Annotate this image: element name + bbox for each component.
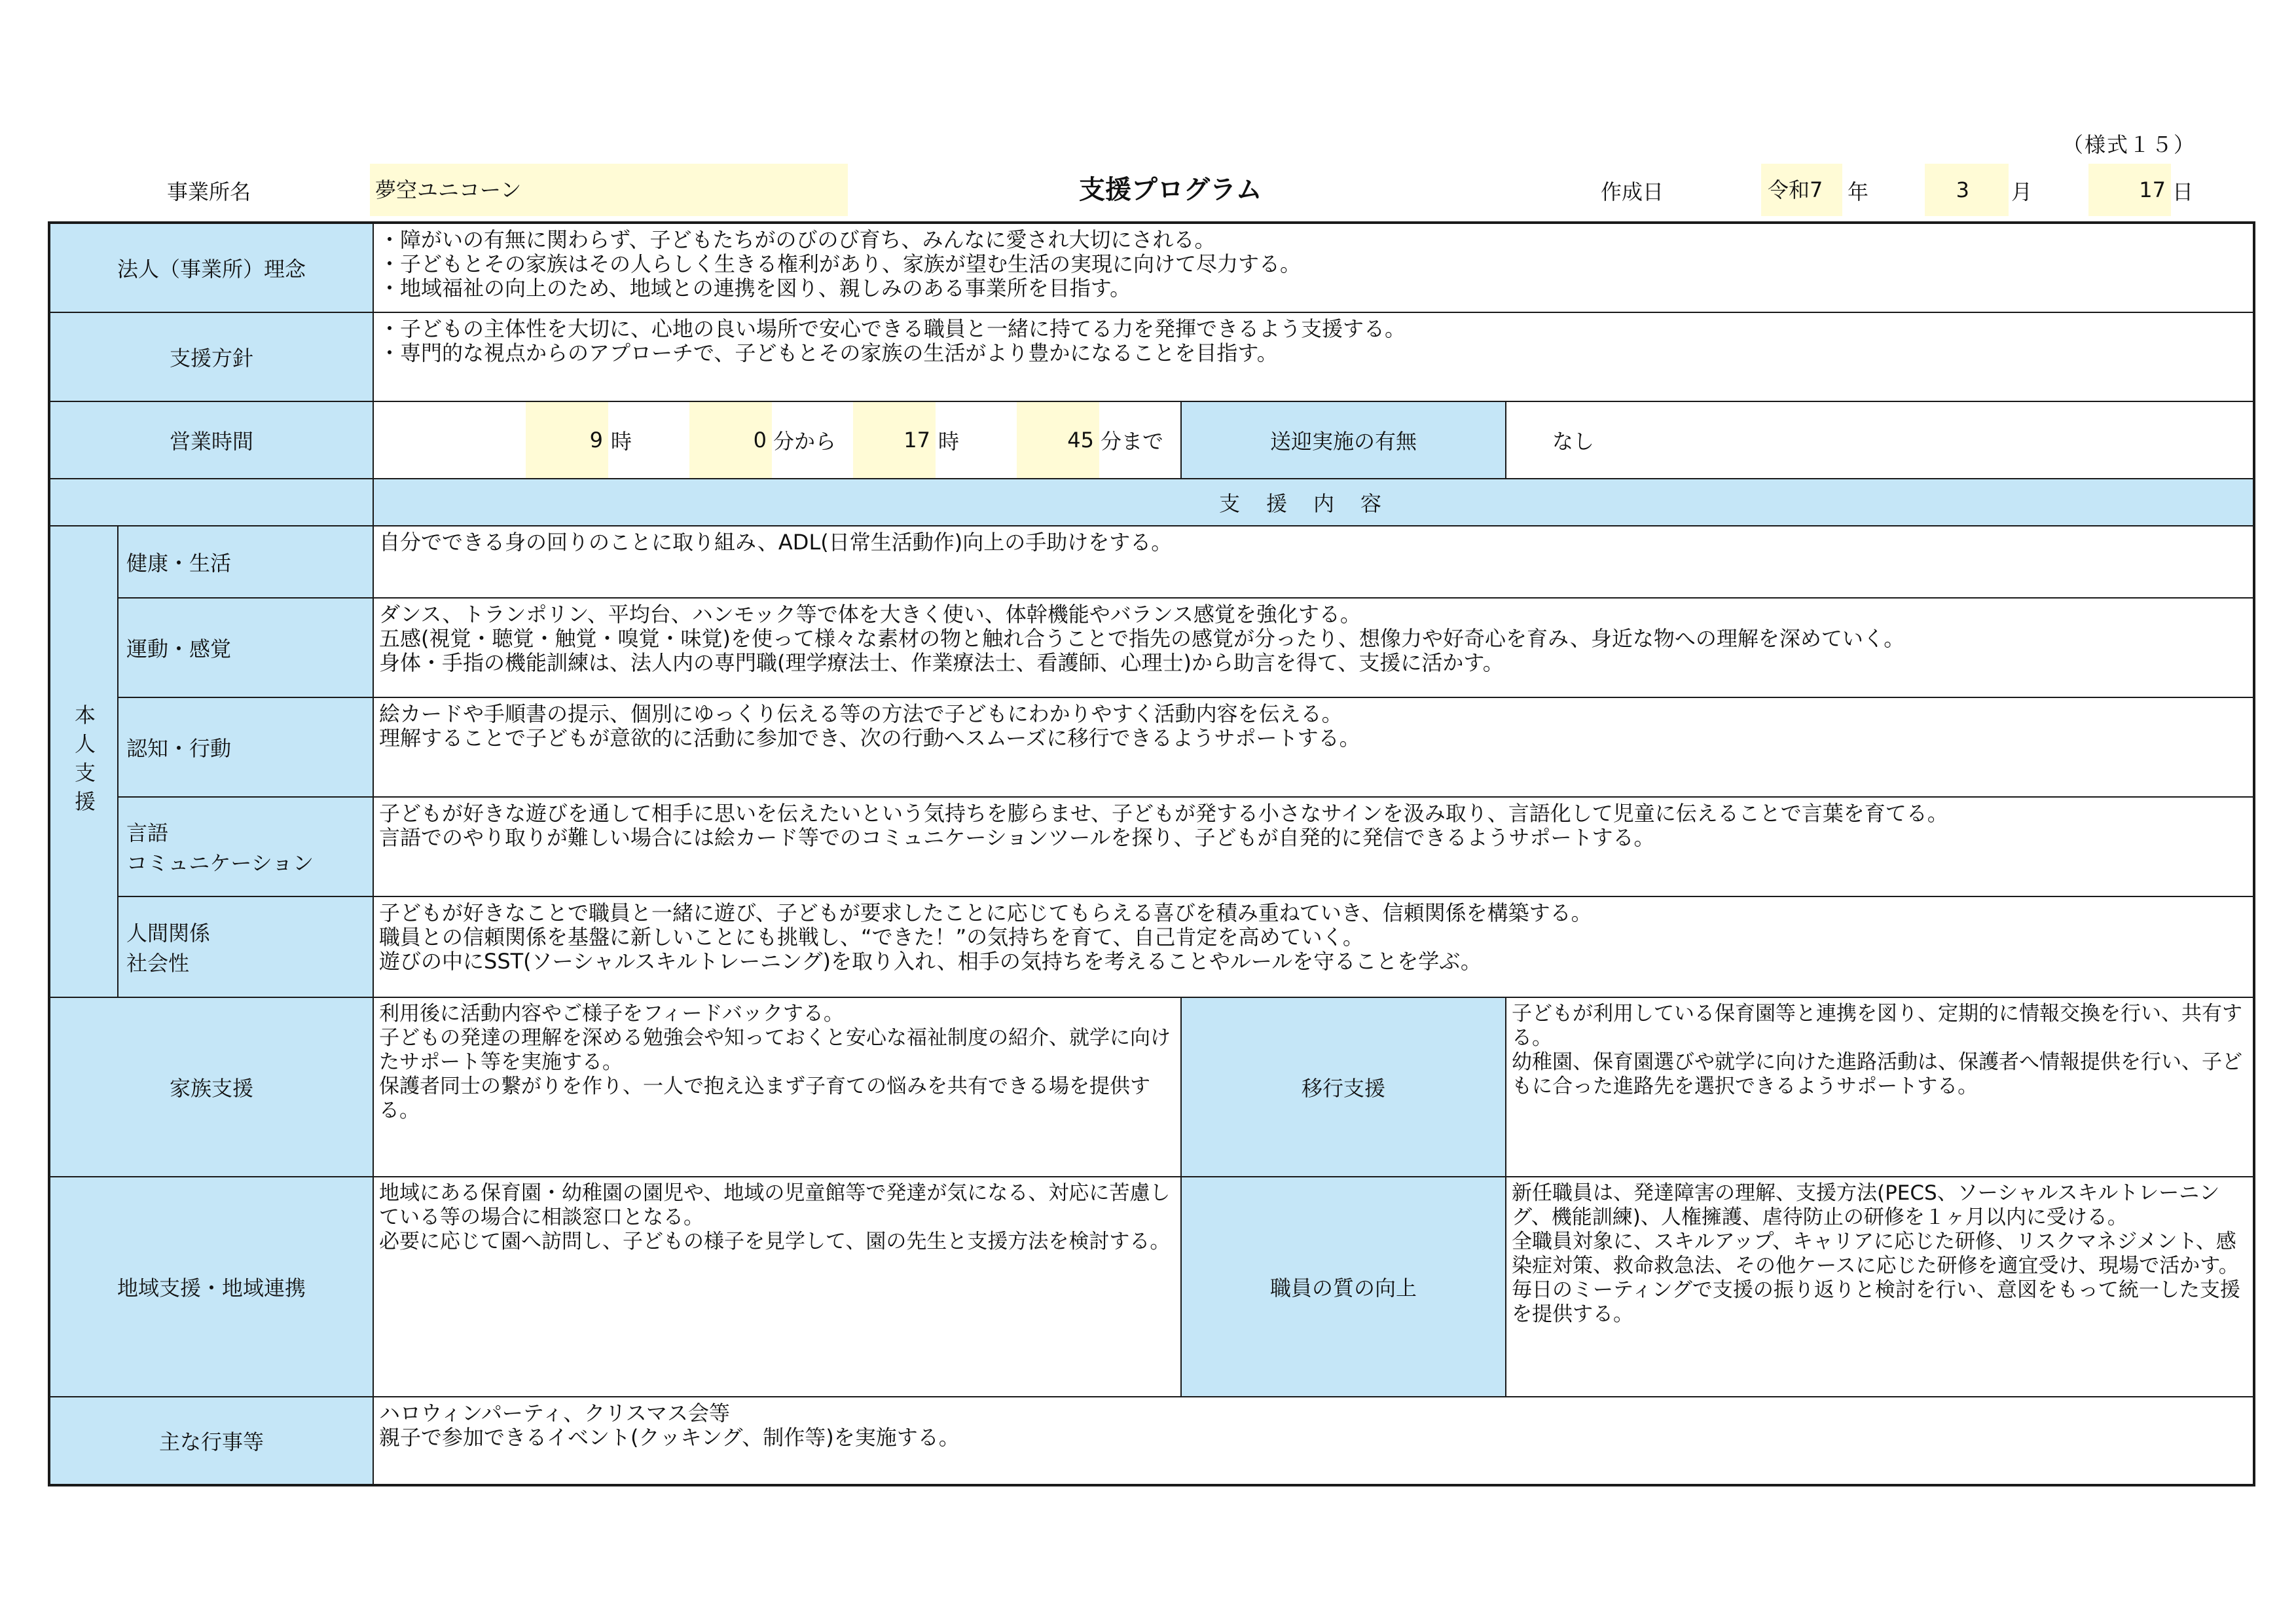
policy-label: 支援方針: [50, 313, 374, 402]
from-unit: 分から: [773, 429, 837, 454]
hour-unit-close: 時: [938, 429, 960, 454]
motor-sensory-text[interactable]: ダンス、トランポリン、平均台、ハンモック等で体を大きく使い、体幹機能やバランス感覚を強化する。 五感(視覚・聴覚・触覚・嗅覚・味覚)を使って様々な素材の物と触れ合うことで指先の感覚が分ったり、想像力や好奇心を育み、身近な物への理解を深めていく。 身体・手指の機能訓練は、法人内の専門職(理学療法士、作業療法士、看護師、心理士)から助言を得て、支援に活かす。: [374, 599, 2253, 698]
month-unit: 月: [2011, 179, 2033, 204]
transition-support-label: 移行支援: [1182, 998, 1506, 1177]
until-unit: 分まで: [1101, 429, 1164, 454]
transport-value[interactable]: なし: [1506, 402, 2253, 479]
month-field[interactable]: 3: [1925, 164, 2009, 216]
staff-quality-text[interactable]: 新任職員は、発達障害の理解、支援方法(PECS、ソーシャルスキルトレーニング、機能訓練)、人権擁護、虐待防止の研修を１ヶ月以内に受ける。 全職員対象に、スキルアップ、キャリアに応じた研修、リスクマネジメント、感染症対策、救命救急法、その他ケースに応じた研修を適宜受け、現場で活かす。 毎日のミーティングで支援の振り返りと検討を行い、意図をもって統一した支援を提供する。: [1506, 1177, 2253, 1397]
day-unit: 日: [2172, 179, 2194, 204]
policy-text[interactable]: ・子どもの主体性を大切に、心地の良い場所で安心できる職員と一緒に持てる力を発揮できるよう支援する。 ・専門的な視点からのアプローチで、子どもとその家族の生活がより豊かになることを目指す。: [374, 313, 2253, 402]
family-support-text[interactable]: 利用後に活動内容やご様子をフィードバックする。 子どもの発達の理解を深める勉強会や知っておくと安心な福祉制度の紹介、就学に向けたサポート等を実施する。 保護者同士の繋がりを作り、一人で抱え込まず子育ての悩みを共有できる場を提供する。: [374, 998, 1182, 1177]
transport-label: 送迎実施の有無: [1182, 402, 1506, 479]
day-field[interactable]: 17: [2088, 164, 2171, 216]
health-life-label: 健康・生活: [118, 526, 374, 599]
philosophy-text[interactable]: ・障がいの有無に関わらず、子どもたちがのびのび育ち、みんなに愛され大切にされる。 ・子どもとその家族はその人らしく生きる権利があり、家族が望む生活の実現に向けて尽力する。 ・地域福祉の向上のため、地域との連携を図り、親しみのある事業所を目指す。: [374, 224, 2253, 313]
individual-support-label: [50, 526, 118, 998]
hour-unit: 時: [611, 429, 632, 454]
language-communication-text[interactable]: 子どもが好きな遊びを通して相手に思いを伝えたいという気持ちを膨らませ、子どもが発する小さなサインを汲み取り、言語化して児童に伝えることで言葉を育てる。 言語でのやり取りが難しい場合には絵カード等でのコミュニケーションツールを探り、子どもが自発的に発信できるようサポートする。: [374, 798, 2253, 897]
family-support-label: 家族支援: [50, 998, 374, 1177]
motor-sensory-label: 運動・感覚: [118, 599, 374, 698]
content-header-blank: [50, 479, 374, 526]
office-name-label: 事業所名: [167, 179, 251, 204]
relationships-social-text[interactable]: 子どもが好きなことで職員と一緒に遊び、子どもが要求したことに応じてもらえる喜びを積み重ねていき、信頼関係を構築する。 職員との信頼関係を基盤に新しいことにも挑戦し、“できた！”の気持ちを育て、自己肯定を高めていく。 遊びの中にSST(ソーシャルスキルトレーニング)を取り入れ、相手の気持ちを考えることやルールを守ることを学ぶ。: [374, 897, 2253, 998]
created-date-label: 作成日: [1601, 179, 1664, 204]
community-support-text[interactable]: 地域にある保育園・幼稚園の園児や、地域の児童館等で発達が気になる、対応に苦慮している等の場合に相談窓口となる。 必要に応じて園へ訪問し、子どもの様子を見学して、園の先生と支援方法を検討する。: [374, 1177, 1182, 1397]
office-name-field[interactable]: 夢空ユニコーン: [370, 164, 848, 216]
form-number: （様式１５）: [2062, 132, 2196, 157]
health-life-text[interactable]: 自分でできる身の回りのことに取り組み、ADL(日常生活動作)向上の手助けをする。: [374, 526, 2253, 599]
era-year-field[interactable]: 令和7: [1761, 164, 1842, 216]
business-hours-fields: [374, 402, 1182, 479]
language-communication-label: 言語 コミュニケーション: [118, 798, 374, 897]
events-text[interactable]: ハロウィンパーティ、クリスマス会等 親子で参加できるイベント(クッキング、制作等)を実施する。: [379, 1401, 960, 1450]
transition-support-text[interactable]: 子どもが利用している保育園等と連携を図り、定期的に情報交換を行い、共有する。 幼稚園、保育園選びや就学に向けた進路活動は、保護者へ情報提供を行い、子どもに合った進路先を選択できるようサポートする。: [1506, 998, 2253, 1177]
individual-support-text: 本人支援: [71, 704, 96, 819]
relationships-social-label: 人間関係 社会性: [118, 897, 374, 998]
page-title: 支援プログラム: [1079, 175, 1262, 205]
events-label: 主な行事等: [50, 1397, 374, 1484]
close-minute-field[interactable]: 45: [1017, 402, 1099, 478]
open-minute-field[interactable]: 0: [689, 402, 772, 478]
open-hour-field[interactable]: 9: [526, 402, 608, 478]
support-content-header: 支援内容: [374, 479, 2253, 526]
staff-quality-label: 職員の質の向上: [1182, 1177, 1506, 1397]
philosophy-label: 法人（事業所）理念: [50, 224, 374, 313]
community-support-label: 地域支援・地域連携: [50, 1177, 374, 1397]
business-hours-label: 営業時間: [50, 402, 374, 479]
support-program-table: [48, 221, 2255, 1486]
cognition-behavior-text[interactable]: 絵カードや手順書の提示、個別にゆっくり伝える等の方法で子どもにわかりやすく活動内容を伝える。 理解することで子どもが意欲的に活動に参加でき、次の行動へスムーズに移行できるようサポートする。: [374, 698, 2253, 798]
year-unit: 年: [1848, 179, 1869, 204]
cognition-behavior-label: 認知・行動: [118, 698, 374, 798]
close-hour-field[interactable]: 17: [853, 402, 936, 478]
